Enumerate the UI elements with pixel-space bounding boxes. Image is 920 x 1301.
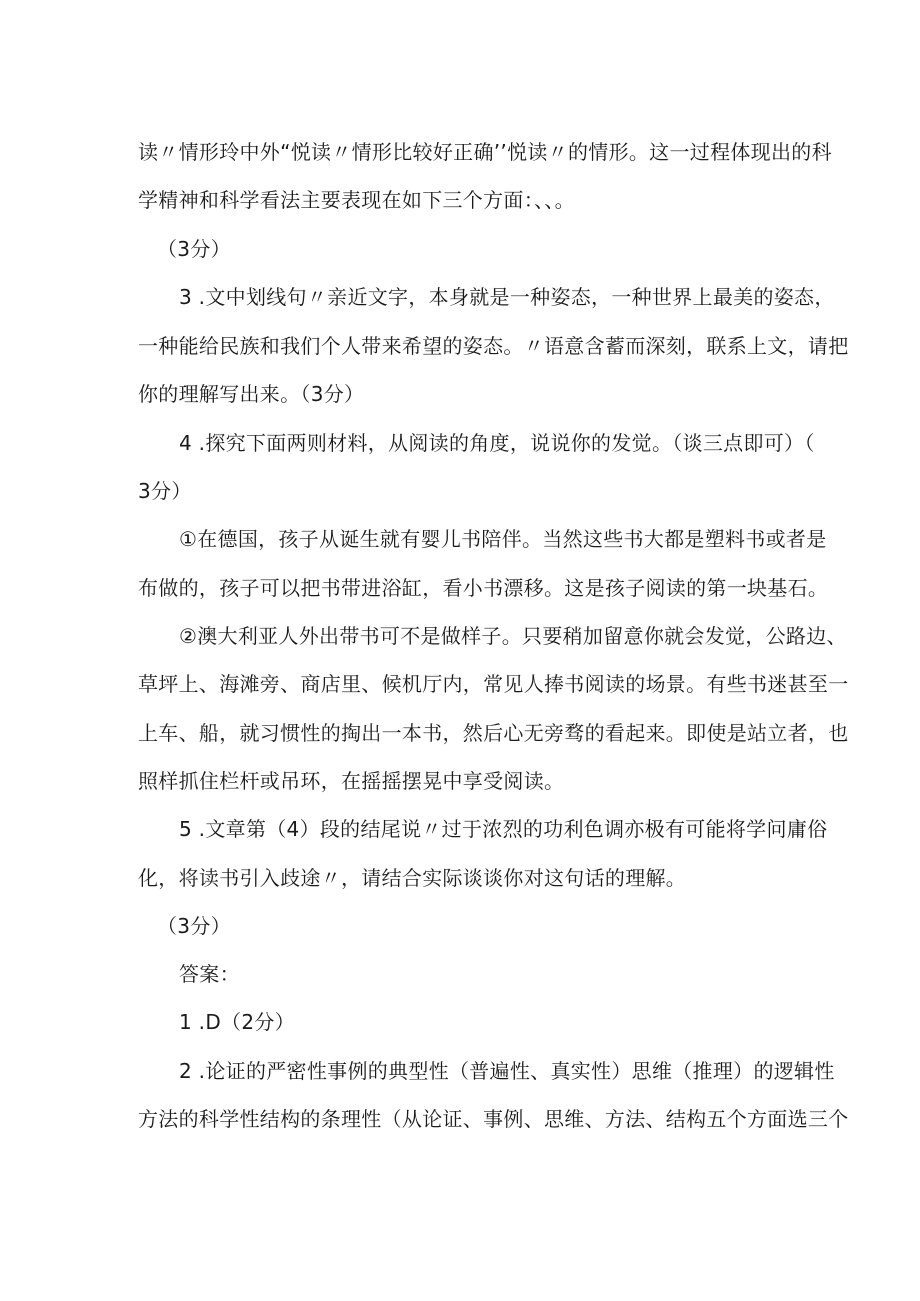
material-1: ①在德国，孩子从诞生就有婴儿书陪伴。当然这些书大都是塑料书或者是 bbox=[179, 527, 827, 551]
text-line: 3分） bbox=[138, 479, 192, 503]
text-line: 学精神和科学看法主要表现在如下三个方面：、、。 bbox=[138, 188, 575, 212]
text-line: 方法的科学性结构的条理性（从论证、事例、思维、方法、结构五个方面选三个 bbox=[138, 1107, 849, 1131]
answer-heading: 答案： bbox=[179, 962, 240, 986]
answer-2: 2 .论证的严密性事例的典型性（普遍性、真实性）思维（推理）的逻辑性 bbox=[179, 1059, 835, 1083]
text-line: 布做的，孩子可以把书带进浴缸，看小书漂移。这是孩子阅读的第一块基石。 bbox=[138, 576, 829, 600]
text-line: 你的理解写出来。（3分） bbox=[138, 382, 365, 406]
score-note: （3分） bbox=[157, 914, 231, 938]
answer-1: 1 .D（2分） bbox=[179, 1010, 295, 1034]
text-line: 上车、船，就习惯性的掏出一本书，然后心无旁骛的看起来。即使是站立者，也 bbox=[138, 721, 849, 745]
text-line: 化，将读书引入歧途〃，请结合实际谈谈你对这句话的理解。 bbox=[138, 866, 687, 890]
text-line: 一种能给民族和我们个人带来希望的姿态。〃语意含蓄而深刻，联系上文，请把 bbox=[138, 334, 849, 358]
question-5: 5 .文章第（4）段的结尾说〃过于浓烈的功利色调亦极有可能将学问庸俗 bbox=[179, 817, 828, 841]
question-3: 3 .文中划线句〃亲近文字，本身就是一种姿态，一种世界上最美的姿态， bbox=[179, 285, 835, 309]
text-line: 读〃情形玲中外“悦读〃情形比较好正确’’悦读〃的情形。这一过程体现出的科 bbox=[138, 140, 832, 164]
text-line: 照样抓住栏杆或吊环，在摇摇摆晃中享受阅读。 bbox=[138, 769, 565, 793]
score-note: （3分） bbox=[157, 237, 231, 261]
text-line: 草坪上、海滩旁、商店里、候机厅内，常见人捧书阅读的场景。有些书迷甚至一 bbox=[138, 672, 849, 696]
question-4: 4 .探究下面两则材料，从阅读的角度，说说你的发觉。（谈三点即可）（ bbox=[179, 431, 815, 455]
material-2: ②澳大利亚人外出带书可不是做样子。只要稍加留意你就会发觉，公路边、 bbox=[179, 624, 847, 648]
